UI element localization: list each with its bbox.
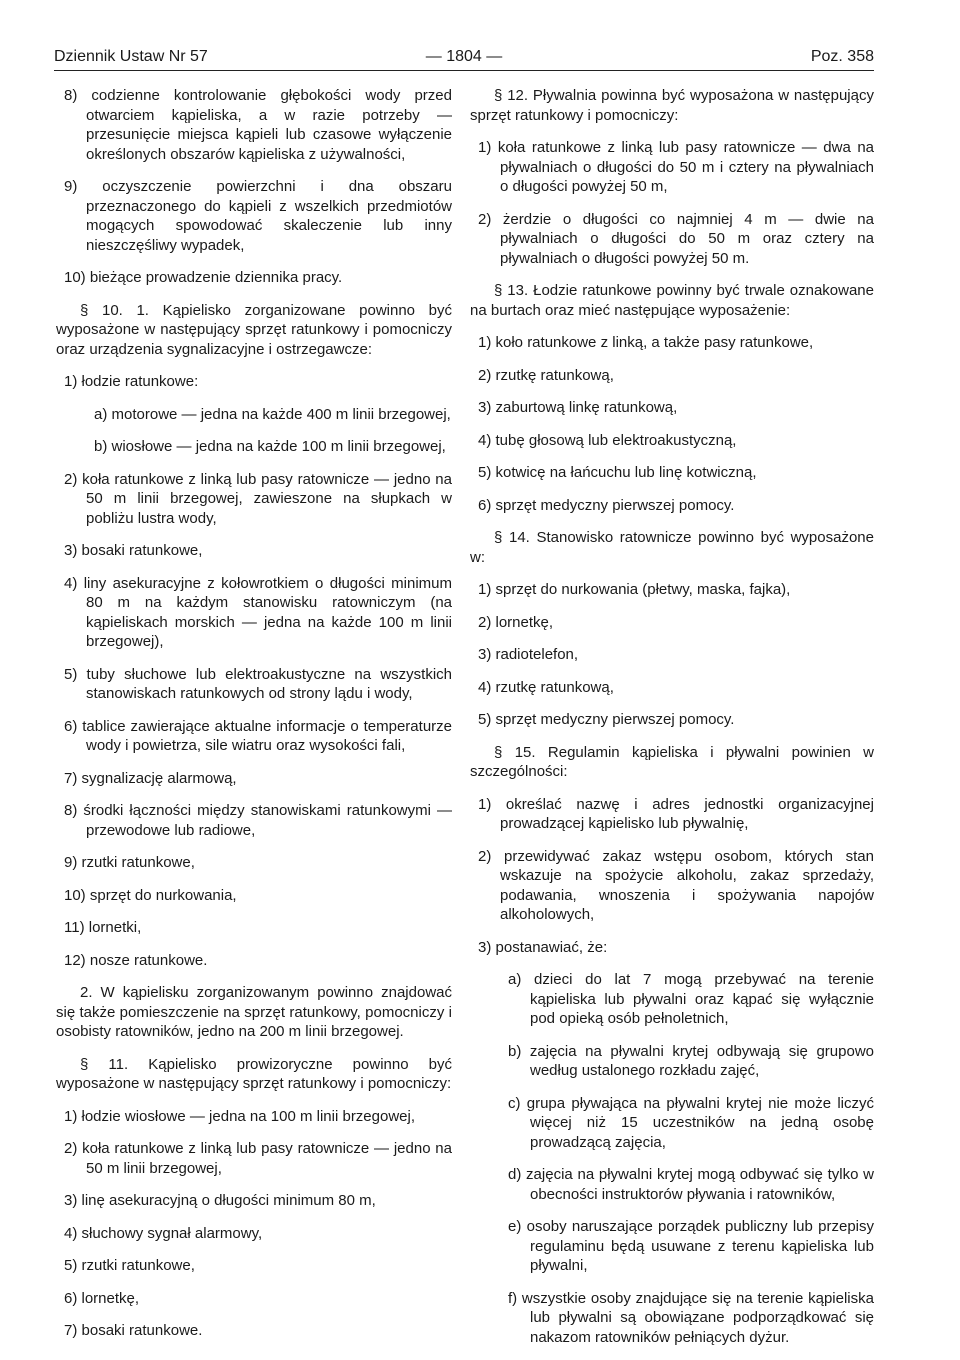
- list-item: 10) bieżące prowadzenie dziennika pracy.: [64, 269, 343, 286]
- journal-title: Dziennik Ustaw Nr 57: [54, 48, 208, 65]
- list-item: 6) sprzęt medyczny pierwszej pomocy.: [478, 496, 735, 514]
- list-item: 2) koła ratunkowe z linką lub pasy ratownicze — jedno na 50 m linii brzegowej,: [64, 1140, 452, 1177]
- paragraph: § 14. Stanowisko ratownicze powinno być wyposażone w:: [470, 529, 874, 566]
- list-item: 2) koła ratunkowe z linką lub pasy ratownicze — jedno na 50 m linii brzegowej, zawieszone na słupkach w pobliżu lustra wody,: [64, 470, 452, 527]
- list-item: 9) oczyszczenie powierzchni i dna obszaru przeznaczonego do kąpieli z wszelkich przedmiotów mogących spowodować skaleczenie lub inny nieszczęśliwy wypadek,: [64, 178, 452, 254]
- list-item: 1) koła ratunkowe z linką lub pasy ratownicze — dwa na pływalniach o długości do 50 m i cztery na pływalniach o długości powyżej 50 m,: [478, 139, 874, 195]
- list-item: 3) zaburtową linkę ratunkową,: [478, 399, 678, 416]
- paragraph: § 10. 1. Kąpielisko zorganizowane powinno być wyposażone w następujący sprzęt ratunkowy i pomocniczy oraz urządzenia sygnalizacyjne i ostrzegawcze:: [56, 301, 452, 358]
- sub-list-item: f) wszystkie osoby znajdujące się na terenie kąpieliska lub pływalni są obowiązane podporządkować się nakazom ratowników pełniących dyżur.: [508, 1289, 874, 1346]
- list-item: 5) tuby słuchowe lub elektroakustyczne na wszystkich stanowiskach ratunkowych od strony lądu i wody,: [64, 665, 452, 702]
- list-item: 5) rzutki ratunkowe,: [64, 1257, 195, 1274]
- list-item: 3) bosaki ratunkowe,: [64, 542, 203, 559]
- list-item: 4) tubę głosową lub elektroakustyczną,: [478, 431, 737, 449]
- list-item: 6) lornetkę,: [64, 1289, 140, 1307]
- page-header: [54, 44, 874, 71]
- list-item: 5) kotwicę na łańcuchu lub linę kotwiczną,: [478, 464, 757, 481]
- list-item: 8) codzienne kontrolowanie głębokości wody przed otwarciem kąpieliska, a w razie potrzeby — przesunięcie miejsca kąpieli lub czasowe wyłączenie określonych obszarów kąpieliska z używalności,: [64, 87, 452, 163]
- paragraph: § 13. Łodzie ratunkowe powinny być trwale oznakowane na burtach oraz mieć następujące wyposażenie:: [470, 282, 874, 319]
- sub-list-item: b) zajęcia na pływalni krytej odbywają się grupowo według ustalonego rozkładu zajęć,: [508, 1042, 874, 1079]
- list-item: 2) żerdzie o długości co najmniej 4 m — dwie na pływalniach o długości do 50 m oraz cztery na pływalniach o długości powyżej 50 m.: [478, 210, 874, 267]
- list-item: 1) łodzie ratunkowe:: [64, 373, 199, 390]
- list-item: 5) sprzęt medyczny pierwszej pomocy.: [478, 711, 735, 728]
- list-item: 1) określać nazwę i adres jednostki organizacyjnej prowadzącej kąpielisko lub pływalnię,: [478, 795, 874, 832]
- list-item: 3) radiotelefon,: [478, 646, 579, 663]
- list-item: 2) lornetkę,: [478, 613, 554, 631]
- list-item: 3) linę asekuracyjną o długości minimum 80 m,: [64, 1192, 376, 1209]
- sub-list-item: a) dzieci do lat 7 mogą przebywać na terenie kąpieliska lub pływalni oraz kąpać się wyłącznie pod opieką osób pełnoletnich,: [508, 971, 874, 1027]
- sub-list-item: e) osoby naruszające porządek publiczny lub przepisy regulaminu będą usuwane z terenu kąpieliska lub pływalni,: [508, 1218, 874, 1274]
- list-item: 7) bosaki ratunkowe.: [64, 1322, 203, 1339]
- paragraph: § 11. Kąpielisko prowizoryczne powinno być wyposażone w następujący sprzęt ratunkowy i pomocniczy:: [56, 1055, 452, 1092]
- left-column: [56, 86, 452, 1354]
- list-item: 8) środki łączności między stanowiskami ratunkowymi — przewodowe lub radiowe,: [64, 802, 452, 839]
- list-item: 1) łodzie wiosłowe — jedna na 100 m linii brzegowej,: [64, 1107, 416, 1125]
- list-item: 2) przewidywać zakaz wstępu osobom, których stan wskazuje na spożycie alkoholu, zakaz sprzedaży, podawania, wnoszenia i spożywania napojów alkoholowych,: [478, 847, 874, 923]
- list-item: 7) sygnalizację alarmową,: [64, 769, 237, 787]
- page-number: — 1804 —: [425, 48, 503, 65]
- paragraph: 2. W kąpielisku zorganizowanym powinno znajdować się także pomieszczenie na sprzęt ratunkowy, pomocniczy i osobisty ratowników, jedno na 200 m linii brzegowej.: [56, 984, 452, 1040]
- paragraph: § 12. Pływalnia powinna być wyposażona w następujący sprzęt ratunkowy i pomocniczy:: [470, 87, 874, 124]
- list-item: 9) rzutki ratunkowe,: [64, 854, 195, 871]
- sub-list-item: b) wiosłowe — jedna na każde 100 m linii brzegowej,: [94, 438, 446, 455]
- list-item: 3) postanawiać, że:: [478, 938, 608, 956]
- sub-list-item: d) zajęcia na pływalni krytej mogą odbywać się tylko w obecności instruktorów pływania i ratowników,: [508, 1166, 874, 1203]
- list-item: 6) tablice zawierające aktualne informacje o temperaturze wody i powietrza, sile wiatru oraz wysokości fali,: [64, 717, 452, 754]
- paragraph: § 15. Regulamin kąpieliska i pływalni powinien w szczególności:: [470, 743, 874, 780]
- list-item: 10) sprzęt do nurkowania,: [64, 886, 237, 904]
- list-item: 4) liny asekuracyjne z kołowrotkiem o długości minimum 80 m na każdym stanowisku ratowniczym (na kąpieliskach morskich — jedna na każde 100 m linii brzegowej),: [64, 574, 452, 650]
- list-item: 1) koło ratunkowe z linką, a także pasy ratunkowe,: [478, 334, 814, 351]
- list-item: 12) nosze ratunkowe.: [64, 951, 208, 969]
- list-item: 1) sprzęt do nurkowania (płetwy, maska, fajka),: [478, 581, 791, 598]
- list-item: 2) rzutkę ratunkową,: [478, 366, 614, 384]
- list-item: 4) słuchowy sygnał alarmowy,: [64, 1224, 263, 1242]
- sub-list-item: a) motorowe — jedna na każde 400 m linii brzegowej,: [94, 405, 451, 423]
- position-number: Poz. 358: [810, 48, 874, 65]
- right-column: [470, 86, 874, 1360]
- sub-list-item: c) grupa pływająca na pływalni krytej nie może liczyć więcej niż 15 uczestników na jedną osobę prowadzącą zajęcia,: [508, 1094, 874, 1151]
- list-item: 11) lornetki,: [64, 919, 142, 936]
- list-item: 4) rzutkę ratunkową,: [478, 678, 614, 696]
